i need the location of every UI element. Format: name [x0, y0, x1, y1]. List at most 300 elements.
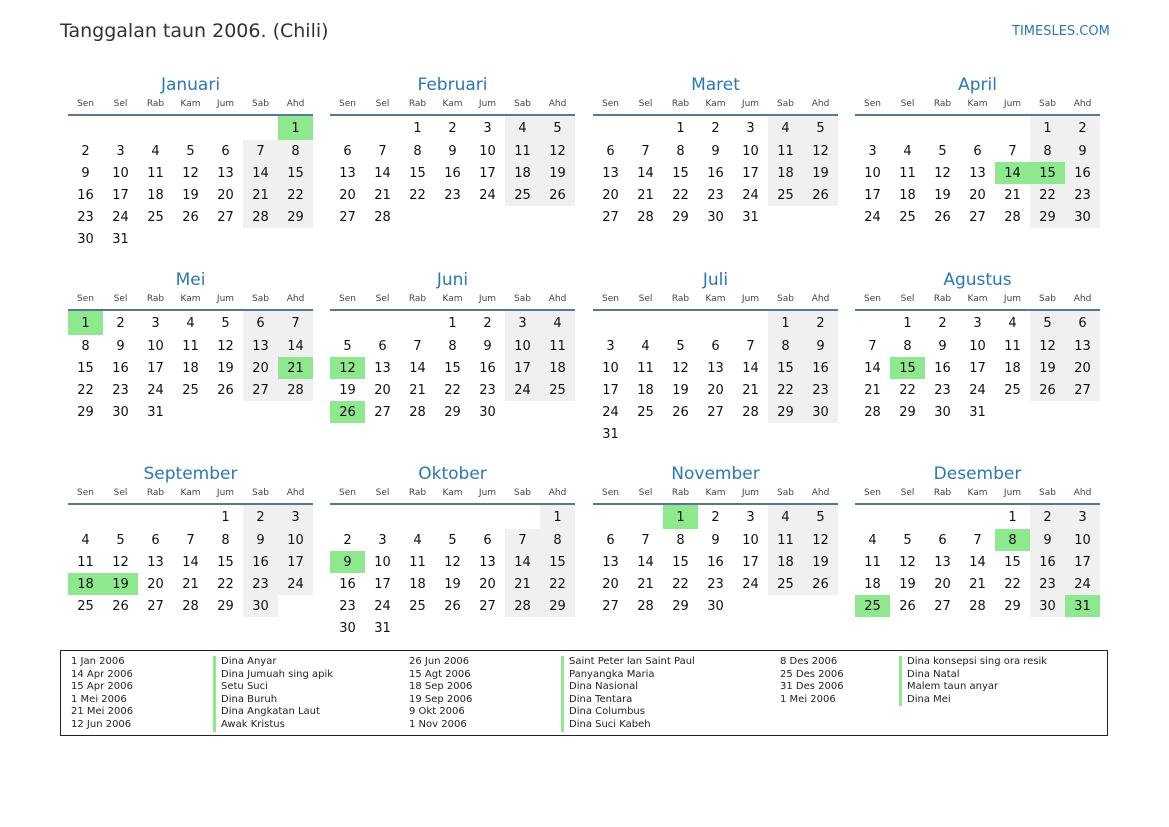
day-cell: 8 [278, 140, 313, 162]
weekday-header: Ahd [1065, 291, 1100, 310]
day-cell: 19 [1030, 357, 1065, 379]
month-maret [593, 74, 838, 228]
day-cell: 10 [505, 335, 540, 357]
day-cell: 16 [479, 360, 496, 376]
day-cell: 8 [540, 529, 575, 551]
weekday-header: Ahd [278, 485, 313, 504]
day-cell: 30 [243, 595, 278, 617]
legend-names-column [213, 656, 333, 732]
day-cell: 15 [890, 357, 925, 379]
day-cell: 20 [243, 357, 278, 379]
weekday-header: Kam [960, 291, 995, 310]
day-cell: 13 [479, 554, 496, 570]
month-juli [593, 269, 838, 445]
day-cell: 6 [938, 532, 947, 548]
empty-cell [1065, 401, 1100, 423]
day-cell: 28 [374, 209, 391, 225]
day-cell: 25 [1004, 382, 1021, 398]
weekday-header: Sen [330, 96, 365, 115]
day-cell: 28 [742, 404, 759, 420]
day-cell: 28 [182, 598, 199, 614]
weekday-header: Sen [593, 291, 628, 310]
day-cell: 27 [339, 209, 356, 225]
day-cell: 5 [540, 115, 575, 140]
page-title: Tanggalan taun 2006. (Chili) [60, 20, 329, 42]
weekday-header: Sel [628, 485, 663, 504]
empty-cell [173, 228, 208, 250]
empty-cell [733, 595, 768, 617]
day-cell: 1 [676, 120, 685, 136]
weekday-header: Kam [173, 96, 208, 115]
weekday-header: Jum [995, 291, 1030, 310]
day-cell: 12 [217, 338, 234, 354]
brand-link[interactable]: TIMESLES.COM [1012, 24, 1110, 39]
day-cell: 24 [505, 379, 540, 401]
day-cell: 23 [77, 209, 94, 225]
empty-cell [243, 401, 278, 423]
day-cell: 2 [81, 143, 90, 159]
day-cell: 20 [147, 576, 164, 592]
day-cell: 4 [868, 532, 877, 548]
day-cell: 17 [147, 360, 164, 376]
day-cell: 31 [742, 209, 759, 225]
day-cell: 13 [217, 165, 234, 181]
empty-cell [173, 401, 208, 423]
empty-cell [278, 595, 313, 617]
day-cell: 3 [116, 143, 125, 159]
day-cell: 11 [899, 165, 916, 181]
empty-cell [330, 115, 365, 140]
month-grid [855, 96, 1100, 228]
day-cell: 29 [899, 404, 916, 420]
weekday-header: Jum [733, 291, 768, 310]
month-februari [330, 74, 575, 228]
empty-cell [768, 423, 803, 445]
day-cell: 1 [540, 504, 575, 529]
empty-cell [505, 206, 540, 228]
day-cell: 26 [112, 598, 129, 614]
month-grid [330, 485, 575, 639]
day-cell: 7 [1008, 143, 1017, 159]
weekday-header: Jum [208, 291, 243, 310]
month-grid [593, 291, 838, 445]
day-cell: 25 [855, 595, 890, 617]
day-cell: 8 [81, 338, 90, 354]
weekday-header: Rab [400, 291, 435, 310]
weekday-header: Kam [435, 485, 470, 504]
day-cell: 31 [1065, 595, 1100, 617]
day-cell: 9 [448, 143, 457, 159]
day-cell: 8 [413, 143, 422, 159]
empty-cell [960, 115, 995, 140]
day-cell: 9 [711, 532, 720, 548]
empty-cell [400, 310, 435, 335]
empty-cell [435, 504, 470, 529]
day-cell: 28 [969, 598, 986, 614]
month-grid [330, 96, 575, 228]
day-cell: 3 [505, 310, 540, 335]
day-cell: 26 [182, 209, 199, 225]
day-cell: 18 [147, 187, 164, 203]
day-cell: 10 [374, 554, 391, 570]
weekday-header: Sab [1030, 291, 1065, 310]
day-cell: 11 [768, 140, 803, 162]
empty-cell [593, 504, 628, 529]
day-cell: 18 [899, 187, 916, 203]
empty-cell [768, 595, 803, 617]
day-cell: 24 [374, 598, 391, 614]
day-cell: 20 [602, 187, 619, 203]
month-grid [593, 96, 838, 228]
day-cell: 31 [147, 404, 164, 420]
day-cell: 30 [1065, 206, 1100, 228]
weekday-header: Rab [925, 291, 960, 310]
weekday-header: Sel [365, 96, 400, 115]
day-cell: 26 [540, 184, 575, 206]
legend-names-column [899, 656, 1047, 706]
day-cell: 10 [147, 338, 164, 354]
empty-cell [1030, 401, 1065, 423]
weekday-header: Rab [663, 96, 698, 115]
day-cell: 6 [973, 143, 982, 159]
weekday-header: Sel [103, 291, 138, 310]
day-cell: 17 [278, 551, 313, 573]
day-cell: 31 [112, 231, 129, 247]
weekday-header: Ahd [540, 96, 575, 115]
day-cell: 25 [637, 404, 654, 420]
empty-cell [365, 504, 400, 529]
day-cell: 4 [81, 532, 90, 548]
weekday-header: Kam [173, 291, 208, 310]
day-cell: 12 [182, 165, 199, 181]
empty-cell [663, 310, 698, 335]
day-cell: 14 [742, 360, 759, 376]
month-grid [68, 485, 313, 617]
day-cell: 2 [483, 315, 492, 331]
day-cell: 21 [969, 576, 986, 592]
day-cell: 30 [707, 209, 724, 225]
day-cell: 10 [112, 165, 129, 181]
day-cell: 11 [505, 140, 540, 162]
day-cell: 24 [147, 382, 164, 398]
day-cell: 27 [479, 598, 496, 614]
weekday-header: Kam [960, 96, 995, 115]
empty-cell [470, 206, 505, 228]
weekday-header: Sab [243, 485, 278, 504]
day-cell: 7 [641, 143, 650, 159]
day-cell: 23 [112, 382, 129, 398]
day-cell: 10 [742, 143, 759, 159]
weekday-header: Sen [855, 485, 890, 504]
legend-holiday-name: Dina Mei [907, 693, 951, 705]
day-cell: 2 [116, 315, 125, 331]
day-cell: 17 [374, 576, 391, 592]
legend-holiday-name: Dina Tentara [569, 693, 633, 705]
day-cell: 10 [1065, 529, 1100, 551]
day-cell: 5 [938, 143, 947, 159]
weekday-header: Sel [890, 291, 925, 310]
day-cell: 26 [803, 573, 838, 595]
legend-date: 1 Mei 2006 [71, 693, 127, 705]
day-cell: 4 [903, 143, 912, 159]
legend-date: 26 Jun 2006 [409, 656, 470, 667]
day-cell: 28 [278, 379, 313, 401]
legend-dates-column [409, 656, 472, 732]
day-cell: 10 [479, 143, 496, 159]
legend-date: 12 Jun 2006 [71, 718, 132, 730]
day-cell: 11 [864, 554, 881, 570]
legend-date: 19 Sep 2006 [409, 693, 473, 705]
day-cell: 22 [1030, 184, 1065, 206]
legend-holiday-name: Dina Natal [907, 668, 960, 680]
day-cell: 25 [768, 573, 803, 595]
day-cell: 11 [637, 360, 654, 376]
day-cell: 29 [672, 209, 689, 225]
day-cell: 3 [1065, 504, 1100, 529]
day-cell: 18 [768, 162, 803, 184]
day-cell: 8 [995, 529, 1030, 551]
day-cell: 22 [409, 187, 426, 203]
empty-cell [593, 115, 628, 140]
day-cell: 22 [540, 573, 575, 595]
legend-holiday-name: Dina Jumuah sing apik [221, 668, 334, 680]
empty-cell [925, 504, 960, 529]
day-cell: 26 [934, 209, 951, 225]
day-cell: 27 [217, 209, 234, 225]
day-cell: 13 [969, 165, 986, 181]
day-cell: 7 [378, 143, 387, 159]
month-title: Maret [691, 75, 740, 95]
day-cell: 29 [217, 598, 234, 614]
month-grid [593, 485, 838, 617]
month-mei [68, 269, 313, 423]
day-cell: 31 [602, 426, 619, 442]
legend-date: 15 Apr 2006 [71, 681, 133, 693]
day-cell: 28 [243, 206, 278, 228]
weekday-header: Sel [365, 291, 400, 310]
day-cell: 21 [864, 382, 881, 398]
empty-cell [628, 310, 663, 335]
weekday-header: Rab [400, 96, 435, 115]
legend-date: 15 Agt 2006 [409, 668, 471, 680]
month-title: Desember [933, 464, 1022, 484]
weekday-header: Sen [330, 291, 365, 310]
day-cell: 29 [540, 595, 575, 617]
day-cell: 22 [672, 187, 689, 203]
day-cell: 3 [278, 504, 313, 529]
month-grid [68, 96, 313, 250]
empty-cell [593, 310, 628, 335]
day-cell: 14 [969, 554, 986, 570]
empty-cell [803, 206, 838, 228]
day-cell: 3 [746, 509, 755, 525]
day-cell: 12 [934, 165, 951, 181]
empty-cell [995, 401, 1030, 423]
empty-cell [68, 504, 103, 529]
day-cell: 11 [540, 335, 575, 357]
weekday-header: Rab [925, 96, 960, 115]
empty-cell [278, 228, 313, 250]
day-cell: 1 [903, 315, 912, 331]
day-cell: 3 [483, 120, 492, 136]
day-cell: 12 [803, 140, 838, 162]
day-cell: 23 [339, 598, 356, 614]
legend-date: 8 Des 2006 [780, 656, 838, 667]
weekday-header: Ahd [278, 291, 313, 310]
day-cell: 19 [803, 551, 838, 573]
day-cell: 19 [803, 162, 838, 184]
day-cell: 14 [374, 165, 391, 181]
day-cell: 8 [448, 338, 457, 354]
weekday-header: Rab [400, 485, 435, 504]
day-cell: 9 [116, 338, 125, 354]
day-cell: 21 [505, 573, 540, 595]
empty-cell [173, 504, 208, 529]
day-cell: 28 [1004, 209, 1021, 225]
day-cell: 8 [676, 143, 685, 159]
day-cell: 28 [637, 598, 654, 614]
month-title: Juni [436, 270, 469, 290]
day-cell: 25 [77, 598, 94, 614]
empty-cell [435, 617, 470, 639]
legend-holiday-name: Awak Kristus [221, 718, 285, 730]
empty-cell [138, 504, 173, 529]
day-cell: 20 [339, 187, 356, 203]
day-cell: 16 [707, 554, 724, 570]
day-cell: 29 [77, 404, 94, 420]
day-cell: 29 [1004, 598, 1021, 614]
day-cell: 14 [637, 165, 654, 181]
day-cell: 24 [969, 382, 986, 398]
empty-cell [243, 228, 278, 250]
day-cell: 20 [969, 187, 986, 203]
day-cell: 5 [186, 143, 195, 159]
day-cell: 12 [540, 140, 575, 162]
legend-holiday-name: Saint Peter lan Saint Paul [569, 656, 695, 667]
day-cell: 7 [641, 532, 650, 548]
day-cell: 23 [707, 187, 724, 203]
empty-cell [855, 504, 890, 529]
day-cell: 23 [1065, 184, 1100, 206]
weekday-header: Sab [768, 96, 803, 115]
legend-date: 1 Jan 2006 [71, 656, 125, 667]
day-cell: 6 [1065, 310, 1100, 335]
weekday-header: Kam [173, 485, 208, 504]
empty-cell [505, 401, 540, 423]
day-cell: 5 [676, 338, 685, 354]
day-cell: 31 [969, 404, 986, 420]
day-cell: 4 [413, 532, 422, 548]
month-april [855, 74, 1100, 228]
weekday-header: Kam [698, 485, 733, 504]
day-cell: 12 [444, 554, 461, 570]
empty-cell [995, 115, 1030, 140]
legend-date: 31 Des 2006 [780, 681, 844, 693]
day-cell: 7 [505, 529, 540, 551]
day-cell: 24 [479, 187, 496, 203]
day-cell: 27 [969, 209, 986, 225]
empty-cell [208, 115, 243, 140]
month-title: Januari [160, 75, 221, 95]
day-cell: 21 [742, 382, 759, 398]
day-cell: 18 [637, 382, 654, 398]
day-cell: 18 [768, 551, 803, 573]
day-cell: 3 [868, 143, 877, 159]
month-title: April [958, 75, 997, 95]
day-cell: 17 [479, 165, 496, 181]
day-cell: 17 [1065, 551, 1100, 573]
day-cell: 5 [221, 315, 230, 331]
day-cell: 13 [374, 360, 391, 376]
day-cell: 13 [339, 165, 356, 181]
day-cell: 19 [182, 187, 199, 203]
weekday-header: Sel [103, 485, 138, 504]
empty-cell [103, 115, 138, 140]
day-cell: 7 [746, 338, 755, 354]
day-cell: 10 [602, 360, 619, 376]
empty-cell [400, 206, 435, 228]
day-cell: 9 [483, 338, 492, 354]
day-cell: 20 [374, 382, 391, 398]
day-cell: 15 [672, 165, 689, 181]
day-cell: 26 [1030, 379, 1065, 401]
day-cell: 28 [864, 404, 881, 420]
month-title: Juli [702, 270, 729, 290]
day-cell: 2 [711, 509, 720, 525]
day-cell: 22 [899, 382, 916, 398]
day-cell: 30 [112, 404, 129, 420]
weekday-header: Rab [663, 485, 698, 504]
day-cell: 7 [973, 532, 982, 548]
empty-cell [365, 115, 400, 140]
day-cell: 11 [77, 554, 94, 570]
day-cell: 7 [278, 310, 313, 335]
day-cell: 2 [343, 532, 352, 548]
day-cell: 9 [81, 165, 90, 181]
empty-cell [540, 206, 575, 228]
day-cell: 26 [444, 598, 461, 614]
day-cell: 18 [864, 576, 881, 592]
empty-cell [890, 504, 925, 529]
day-cell: 26 [330, 401, 365, 423]
day-cell: 25 [540, 379, 575, 401]
empty-cell [698, 310, 733, 335]
day-cell: 27 [374, 404, 391, 420]
weekday-header: Jum [470, 291, 505, 310]
day-cell: 19 [540, 162, 575, 184]
day-cell: 6 [221, 143, 230, 159]
empty-cell [925, 115, 960, 140]
empty-cell [768, 206, 803, 228]
day-cell: 6 [606, 532, 615, 548]
empty-cell [173, 115, 208, 140]
month-grid [330, 291, 575, 423]
legend-holiday-name: Malem taun anyar [907, 681, 999, 693]
empty-cell [330, 504, 365, 529]
day-cell: 23 [243, 573, 278, 595]
empty-cell [628, 115, 663, 140]
day-cell: 14 [278, 335, 313, 357]
day-cell: 14 [995, 162, 1030, 184]
day-cell: 6 [151, 532, 160, 548]
empty-cell [505, 504, 540, 529]
day-cell: 15 [77, 360, 94, 376]
day-cell: 24 [1065, 573, 1100, 595]
day-cell: 16 [444, 165, 461, 181]
day-cell: 4 [505, 115, 540, 140]
legend-dates-column [71, 656, 133, 732]
weekday-header: Sab [505, 485, 540, 504]
